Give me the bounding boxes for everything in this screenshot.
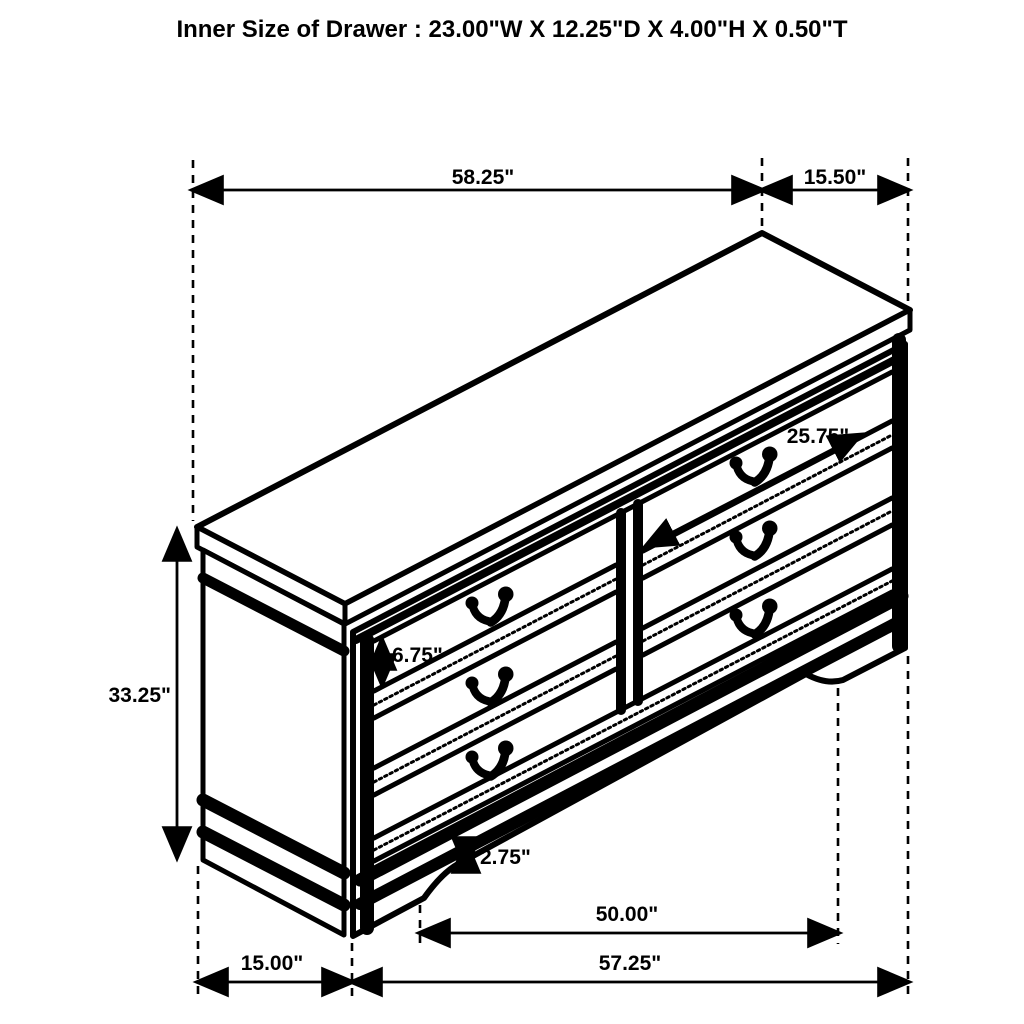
drawer-inner-size-title: Inner Size of Drawer : 23.00"W X 12.25"D X 4.00"H X 0.50"T	[176, 16, 848, 43]
dim-label-overall-height: 33.25"	[108, 684, 171, 707]
dresser	[197, 233, 910, 936]
dim-label-body-width: 57.25"	[598, 952, 662, 975]
dim-label-drawer-diagonal: 25.75"	[786, 425, 850, 448]
dim-label-base-height: 2.75"	[480, 846, 531, 869]
dim-label-top-width: 58.25"	[451, 166, 515, 189]
dim-label-feet-span: 50.00"	[595, 903, 659, 926]
dim-label-side-depth: 15.00"	[240, 952, 304, 975]
dim-label-drawer-front-height: 6.75"	[392, 644, 443, 667]
dim-label-top-depth: 15.50"	[803, 166, 867, 189]
